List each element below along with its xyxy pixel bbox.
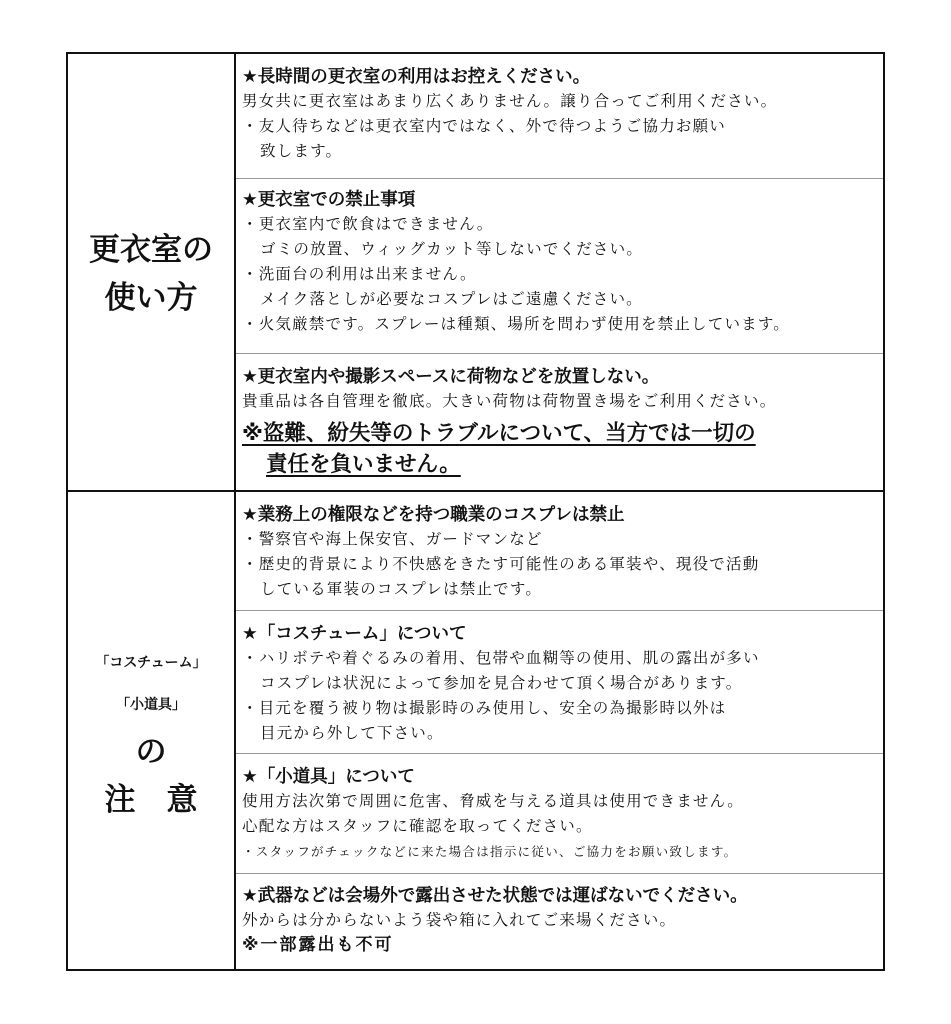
row-divider (236, 753, 883, 754)
rule-block (242, 188, 879, 337)
label-attention: 注 意 (104, 782, 198, 818)
rule-heading: ★更衣室内や撮影スペースに荷物などを放置しない。 (242, 367, 660, 387)
section-label-costume-props (68, 492, 236, 969)
rule-text: 外からは分からないよう袋や箱に入れてご来場ください。 (242, 911, 677, 929)
row-divider (236, 873, 883, 874)
rule-heading: ★長時間の更衣室の利用はお控えください。 (242, 67, 591, 87)
rule-text: 男女共に更衣室はあまり広くありません。譲り合ってご利用ください。 (242, 92, 778, 110)
rule-text: している軍装のコスプレは禁止です。 (260, 580, 543, 598)
rule-text: 貴重品は各自管理を徹底。大きい荷物は荷物置き場をご利用ください。 (242, 392, 777, 410)
rule-text: ・ハリボテや着ぐるみの着用、包帯や血糊等の使用、肌の露出が多い (242, 649, 760, 667)
rule-heading: ★「小道具」について (242, 767, 415, 787)
liability-warning: 責任を負いません。 (266, 452, 461, 477)
rule-text: 致します。 (260, 142, 343, 160)
row-divider (236, 178, 883, 179)
section-label-line: 更衣室の (89, 232, 213, 268)
rule-text: コスプレは状況によって参加を見合わせて頂く場合があります。 (260, 674, 743, 692)
label-no: の (135, 734, 167, 770)
rule-heading: ★武器などは会場外で露出させた状態では運ばないでください。 (242, 886, 748, 906)
rule-text: ・火気厳禁です。スプレーは種類、場所を問わず使用を禁止しています。 (242, 315, 791, 333)
liability-warning: ※盗難、紛失等のトラブルについて、当方では一切の (242, 421, 756, 446)
section-label-changing-room (68, 54, 236, 490)
rule-block (242, 65, 879, 164)
rule-text: 使用方法次第で周囲に危害、脅威を与える道具は使用できません。 (242, 792, 744, 810)
rule-text: ・洗面台の利用は出来ません。 (242, 265, 477, 283)
rule-text: ・スタッフがチェックなどに来た場合は指示に従い、ご協力をお願い致します。 (242, 844, 738, 859)
rule-block (242, 765, 879, 864)
section-content-costume-props (236, 492, 883, 969)
rule-heading: ★「コスチューム」について (242, 624, 467, 644)
section-content-changing-room (236, 54, 883, 490)
rule-text: 目元から外して下さい。 (260, 724, 444, 742)
rule-text: ・友人待ちなどは更衣室内ではなく、外で待つようご協力お願い (242, 117, 726, 135)
rule-heading: ★更衣室での禁止事項 (242, 190, 416, 210)
rule-heading: ★業務上の権限などを持つ職業のコスプレは禁止 (242, 505, 625, 525)
rule-text: ※一部露出も不可 (242, 935, 394, 955)
rule-text: ・目元を覆う被り物は撮影時のみ使用し、安全の為撮影時以外は (242, 699, 727, 717)
rule-text: ゴミの放置、ウィッグカット等しないでください。 (260, 240, 644, 258)
rule-block (242, 365, 879, 480)
rule-text: 心配な方はスタッフに確認を取ってください。 (242, 817, 593, 835)
row-divider (236, 353, 883, 354)
label-costume: 「コスチューム」 (95, 655, 207, 671)
rule-text: ・歴史的背景により不快感をきたす可能性のある軍装や、現役で活動 (242, 555, 760, 573)
rule-text: メイク落としが必要なコスプレはご遠慮ください。 (260, 290, 643, 308)
rule-block (242, 503, 879, 602)
notice-table (66, 52, 885, 971)
rule-block (242, 622, 879, 746)
row-divider (236, 610, 883, 611)
rule-block (242, 884, 879, 958)
section-label-line: 使い方 (104, 280, 198, 316)
rule-text: ・更衣室内で飲食はできません。 (242, 215, 494, 233)
label-props: 「小道具」 (116, 697, 186, 713)
rule-text: ・警察官や海上保安官、ガードマンなど (242, 530, 543, 548)
